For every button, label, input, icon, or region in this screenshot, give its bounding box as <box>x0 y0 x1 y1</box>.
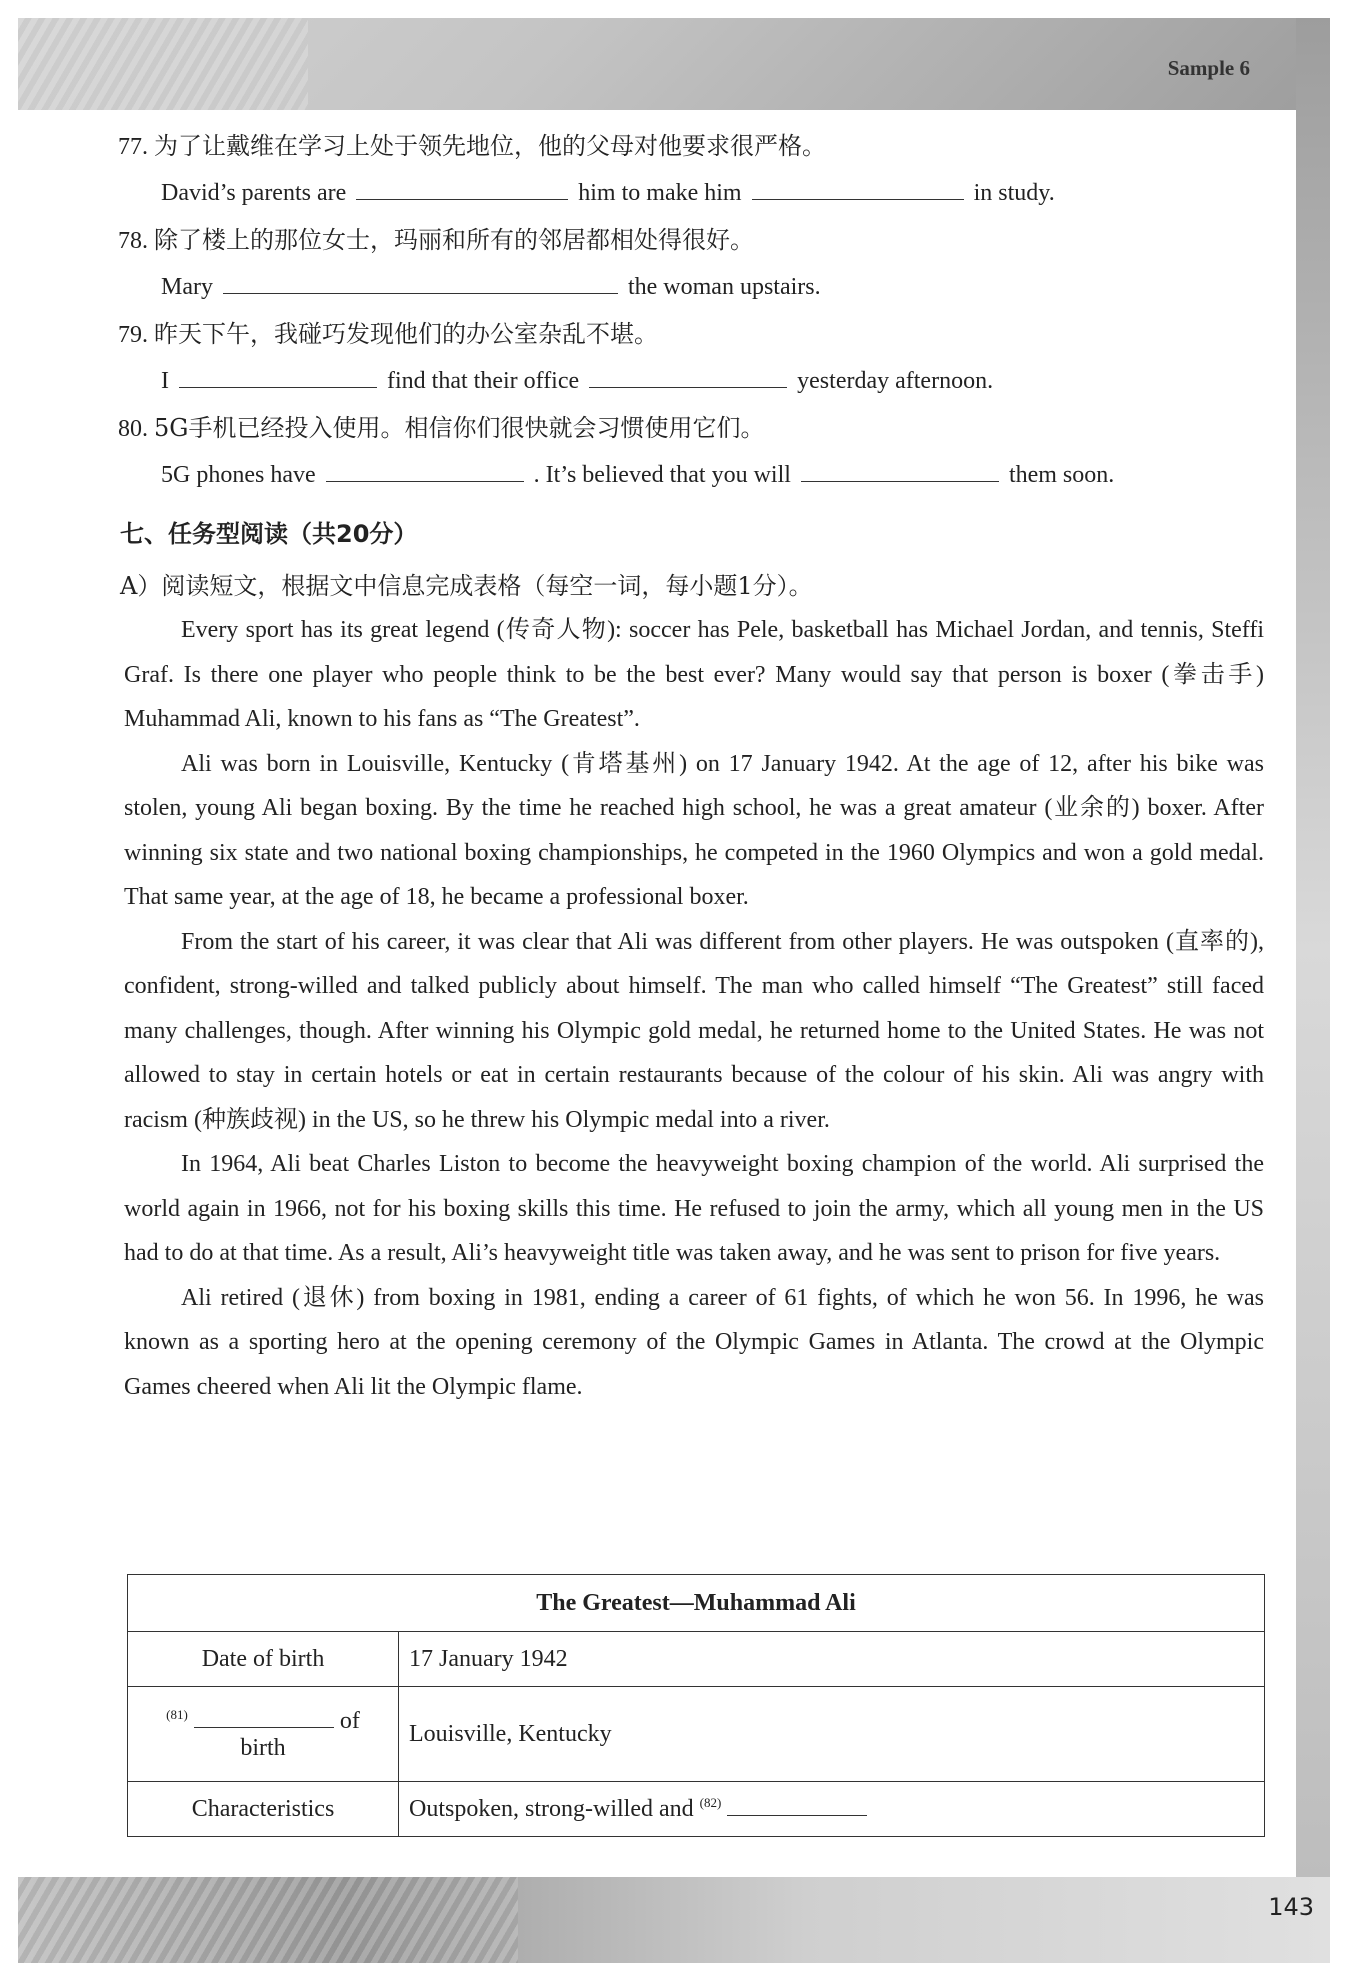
passage-paragraph: In 1964, Ali beat Charles Liston to become the heavyweight boxing champion of the world. Ali surprised the world again in 1966, not for his boxing skills this time. He refused to join the army, which all young men in the US had to do at that time. As a result, Ali’s heavyweight title was taken away, and he was sent to prison for five years. <box>124 1151 1264 1266</box>
section-title: 七、任务型阅读（共20分） <box>120 520 418 548</box>
question-chinese: 除了楼上的那位女士，玛丽和所有的邻居都相处得很好。 <box>154 226 754 254</box>
passage-paragraph: From the start of his career, it was clear that Ali was different from other players. He was outspoken (直率的), confident, strong-willed and talked publicly about himself. The man who called himself “The Greatest” still faced many challenges, though. After winning his Olympic gold medal, he returned home to the United States. He was not allowed to stay in certain hotels or eat in certain restaurants because of the colour of his skin. Ali was angry with racism (种族歧视) in the US, so he threw his Olympic medal into a river. <box>124 928 1264 1133</box>
row-label: Characteristics <box>128 1782 399 1837</box>
sample-label: Sample 6 <box>1167 56 1250 80</box>
row-label: $^{(81)}$ of birth <box>128 1687 399 1782</box>
table-row <box>128 1632 1265 1687</box>
answer-line-80: 5G phones have . It’s believed that you will them soon. <box>161 459 1114 491</box>
question-79 <box>118 318 658 351</box>
table-row <box>128 1687 1265 1782</box>
table-row <box>128 1782 1265 1837</box>
row-value: Louisville, Kentucky <box>399 1687 1265 1782</box>
blank-number: (82) <box>699 1795 722 1810</box>
answer-blank[interactable] <box>589 365 787 388</box>
answer-blank[interactable] <box>179 365 377 388</box>
answer-blank-81[interactable] <box>194 1707 334 1728</box>
question-number: 77. <box>118 134 148 160</box>
header-stripe <box>18 18 308 110</box>
question-77 <box>118 130 826 163</box>
answer-blank-82[interactable] <box>727 1795 867 1816</box>
footer-stripe <box>18 1877 518 1963</box>
answer-blank[interactable] <box>223 271 618 294</box>
question-number: 78. <box>118 228 148 254</box>
blank-number: (81) <box>166 1706 188 1722</box>
section-instructions: A）阅读短文，根据文中信息完成表格（每空一词，每小题1分）。 <box>120 572 813 600</box>
answer-line-79: I find that their office yesterday afternoon. <box>161 365 993 397</box>
page-number: 143 <box>1268 1893 1314 1921</box>
question-number: 80. <box>118 416 148 442</box>
question-chinese: 5G手机已经投入使用。相信你们很快就会习惯使用它们。 <box>154 414 765 442</box>
answer-blank[interactable] <box>326 459 524 482</box>
question-78 <box>118 224 754 257</box>
row-value: Outspoken, strong-willed and $^{(82)}$ <box>399 1782 1265 1837</box>
answer-blank[interactable] <box>801 459 999 482</box>
answer-line-78: Mary the woman upstairs. <box>161 271 821 303</box>
reading-passage <box>124 608 1264 1409</box>
table-title: The Greatest—Muhammad Ali <box>128 1575 1265 1632</box>
answer-line-77: David’s parents are him to make him in study. <box>161 177 1055 209</box>
passage-paragraph: Ali retired (退休) from boxing in 1981, ending a career of 61 fights, of which he won 56. In 1996, he was known as a sporting hero at the opening ceremony of the Olympic Games in Atlanta. The crowd at the Olympic Games cheered when Ali lit the Olympic flame. <box>124 1284 1264 1400</box>
right-margin-band <box>1296 18 1330 1878</box>
row-label: Date of birth <box>128 1632 399 1687</box>
question-number: 79. <box>118 322 148 348</box>
answer-blank[interactable] <box>356 177 568 200</box>
passage-paragraph: Every sport has its great legend (传奇人物): soccer has Pele, basketball has Michael Jordan, and tennis, Steffi Graf. Is there one player who people think to be the best ever? Many would say that person is boxer (拳击手) Muhammad Ali, known to his fans as “The Greatest”. <box>124 617 1264 732</box>
info-table <box>127 1574 1265 1837</box>
question-chinese: 昨天下午，我碰巧发现他们的办公室杂乱不堪。 <box>154 320 658 348</box>
row-value: 17 January 1942 <box>399 1632 1265 1687</box>
question-chinese: 为了让戴维在学习上处于领先地位，他的父母对他要求很严格。 <box>154 132 826 160</box>
answer-blank[interactable] <box>752 177 964 200</box>
question-80 <box>118 412 764 445</box>
passage-paragraph: Ali was born in Louisville, Kentucky (肯塔基州) on 17 January 1942. At the age of 12, after his bike was stolen, young Ali began boxing. By the time he reached high school, he was a great amateur (业余的) boxer. After winning six state and two national boxing championships, he competed in the 1960 Olympics and won a gold medal. That same year, at the age of 18, he became a professional boxer. <box>124 750 1264 910</box>
